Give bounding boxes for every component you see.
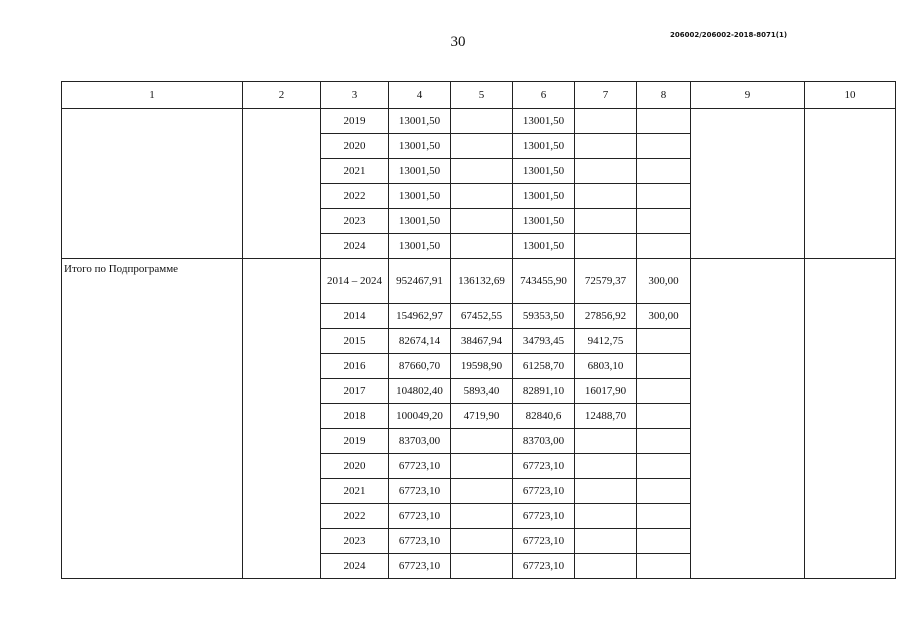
table-cell bbox=[575, 554, 637, 579]
table-cell: 83703,00 bbox=[513, 429, 575, 454]
table-cell: 67723,10 bbox=[389, 479, 451, 504]
table-cell: 2014 – 2024 bbox=[321, 259, 389, 304]
table-cell: 2024 bbox=[321, 234, 389, 259]
table-cell bbox=[451, 159, 513, 184]
table-cell bbox=[575, 209, 637, 234]
merged-cell bbox=[805, 109, 896, 259]
total-row bbox=[62, 259, 896, 304]
table-cell: 67723,10 bbox=[513, 479, 575, 504]
table-body bbox=[62, 82, 896, 579]
table-cell: 82891,10 bbox=[513, 379, 575, 404]
table-cell: 13001,50 bbox=[513, 234, 575, 259]
table-cell bbox=[575, 429, 637, 454]
table-cell: 67723,10 bbox=[513, 554, 575, 579]
table-cell: 300,00 bbox=[637, 259, 691, 304]
merged-cell bbox=[243, 109, 321, 259]
table-cell: 2023 bbox=[321, 209, 389, 234]
table-cell bbox=[451, 429, 513, 454]
table-cell bbox=[451, 504, 513, 529]
header-cell: 7 bbox=[575, 82, 637, 109]
table-cell: 13001,50 bbox=[513, 209, 575, 234]
table-cell bbox=[451, 109, 513, 134]
table-cell: 61258,70 bbox=[513, 354, 575, 379]
merged-cell bbox=[243, 259, 321, 579]
table-cell bbox=[637, 404, 691, 429]
table-cell bbox=[451, 529, 513, 554]
table-cell: 27856,92 bbox=[575, 304, 637, 329]
table-cell bbox=[451, 554, 513, 579]
table-cell: 13001,50 bbox=[389, 159, 451, 184]
table-row bbox=[62, 109, 896, 134]
table-cell bbox=[451, 184, 513, 209]
header-cell: 4 bbox=[389, 82, 451, 109]
table-cell bbox=[637, 329, 691, 354]
table-cell bbox=[637, 479, 691, 504]
table-cell: 67723,10 bbox=[513, 504, 575, 529]
merged-cell bbox=[805, 259, 896, 579]
document-code: 206002/206002-2018-8071(1) bbox=[670, 31, 788, 39]
table-cell: 104802,40 bbox=[389, 379, 451, 404]
table-cell: 67452,55 bbox=[451, 304, 513, 329]
table-cell bbox=[637, 159, 691, 184]
table-cell bbox=[637, 354, 691, 379]
table-cell: 300,00 bbox=[637, 304, 691, 329]
table-cell: 13001,50 bbox=[389, 184, 451, 209]
table-cell bbox=[575, 234, 637, 259]
table-cell: 13001,50 bbox=[389, 209, 451, 234]
table-cell bbox=[637, 504, 691, 529]
header-row bbox=[62, 82, 896, 109]
table-cell bbox=[575, 109, 637, 134]
table-cell: 100049,20 bbox=[389, 404, 451, 429]
table-cell: 2018 bbox=[321, 404, 389, 429]
table-cell: 83703,00 bbox=[389, 429, 451, 454]
table-cell: 2022 bbox=[321, 504, 389, 529]
budget-table bbox=[61, 81, 896, 579]
table-cell bbox=[637, 529, 691, 554]
subprogram-total-label: Итого по Подпрограмме bbox=[62, 259, 243, 579]
table-cell: 82840,6 bbox=[513, 404, 575, 429]
table-cell: 13001,50 bbox=[389, 234, 451, 259]
table-cell bbox=[575, 529, 637, 554]
table-cell: 13001,50 bbox=[513, 109, 575, 134]
table-cell: 67723,10 bbox=[513, 454, 575, 479]
table-cell bbox=[637, 554, 691, 579]
table-cell: 38467,94 bbox=[451, 329, 513, 354]
table-cell: 5893,40 bbox=[451, 379, 513, 404]
table-cell: 743455,90 bbox=[513, 259, 575, 304]
table-cell: 2023 bbox=[321, 529, 389, 554]
table-cell bbox=[637, 109, 691, 134]
table-cell: 2021 bbox=[321, 479, 389, 504]
table-cell bbox=[451, 209, 513, 234]
table-cell bbox=[575, 159, 637, 184]
header-cell: 1 bbox=[62, 82, 243, 109]
table-cell: 2017 bbox=[321, 379, 389, 404]
table-cell: 154962,97 bbox=[389, 304, 451, 329]
table-cell: 67723,10 bbox=[389, 529, 451, 554]
table-cell: 2014 bbox=[321, 304, 389, 329]
table-cell bbox=[637, 209, 691, 234]
table-cell: 34793,45 bbox=[513, 329, 575, 354]
table-cell: 2024 bbox=[321, 554, 389, 579]
table-cell: 59353,50 bbox=[513, 304, 575, 329]
table-cell bbox=[451, 479, 513, 504]
table-cell bbox=[637, 454, 691, 479]
table-cell: 2019 bbox=[321, 109, 389, 134]
table-cell bbox=[451, 234, 513, 259]
table-cell: 19598,90 bbox=[451, 354, 513, 379]
page-number: 30 bbox=[450, 34, 466, 50]
merged-cell bbox=[691, 259, 805, 579]
table-cell bbox=[575, 504, 637, 529]
merged-cell bbox=[691, 109, 805, 259]
table-cell: 12488,70 bbox=[575, 404, 637, 429]
table-cell bbox=[637, 134, 691, 159]
table-cell bbox=[575, 479, 637, 504]
table-cell: 2020 bbox=[321, 134, 389, 159]
table-cell: 72579,37 bbox=[575, 259, 637, 304]
table-cell bbox=[637, 184, 691, 209]
table-cell: 87660,70 bbox=[389, 354, 451, 379]
table-cell: 13001,50 bbox=[513, 184, 575, 209]
table-cell bbox=[451, 454, 513, 479]
table-cell bbox=[637, 234, 691, 259]
table-cell: 952467,91 bbox=[389, 259, 451, 304]
table-cell: 2020 bbox=[321, 454, 389, 479]
table-cell: 6803,10 bbox=[575, 354, 637, 379]
table-cell: 2021 bbox=[321, 159, 389, 184]
table-cell: 136132,69 bbox=[451, 259, 513, 304]
header-cell: 8 bbox=[637, 82, 691, 109]
table-cell: 13001,50 bbox=[513, 159, 575, 184]
table-cell bbox=[451, 134, 513, 159]
table-cell: 13001,50 bbox=[389, 109, 451, 134]
table-cell bbox=[575, 134, 637, 159]
table-cell bbox=[575, 454, 637, 479]
table-cell: 67723,10 bbox=[389, 454, 451, 479]
table-cell bbox=[637, 379, 691, 404]
table-cell: 82674,14 bbox=[389, 329, 451, 354]
table-cell: 67723,10 bbox=[389, 504, 451, 529]
header-cell: 9 bbox=[691, 82, 805, 109]
table-cell: 2015 bbox=[321, 329, 389, 354]
table-cell: 13001,50 bbox=[389, 134, 451, 159]
table-cell bbox=[575, 184, 637, 209]
table-cell: 67723,10 bbox=[389, 554, 451, 579]
header-cell: 5 bbox=[451, 82, 513, 109]
table-cell: 9412,75 bbox=[575, 329, 637, 354]
header-cell: 3 bbox=[321, 82, 389, 109]
table-cell: 2016 bbox=[321, 354, 389, 379]
merged-cell bbox=[62, 109, 243, 259]
table-cell: 2019 bbox=[321, 429, 389, 454]
table-cell: 2022 bbox=[321, 184, 389, 209]
table-cell: 67723,10 bbox=[513, 529, 575, 554]
table-cell: 16017,90 bbox=[575, 379, 637, 404]
table-cell bbox=[637, 429, 691, 454]
header-cell: 10 bbox=[805, 82, 896, 109]
table-cell: 4719,90 bbox=[451, 404, 513, 429]
header-cell: 2 bbox=[243, 82, 321, 109]
table-cell: 13001,50 bbox=[513, 134, 575, 159]
header-cell: 6 bbox=[513, 82, 575, 109]
